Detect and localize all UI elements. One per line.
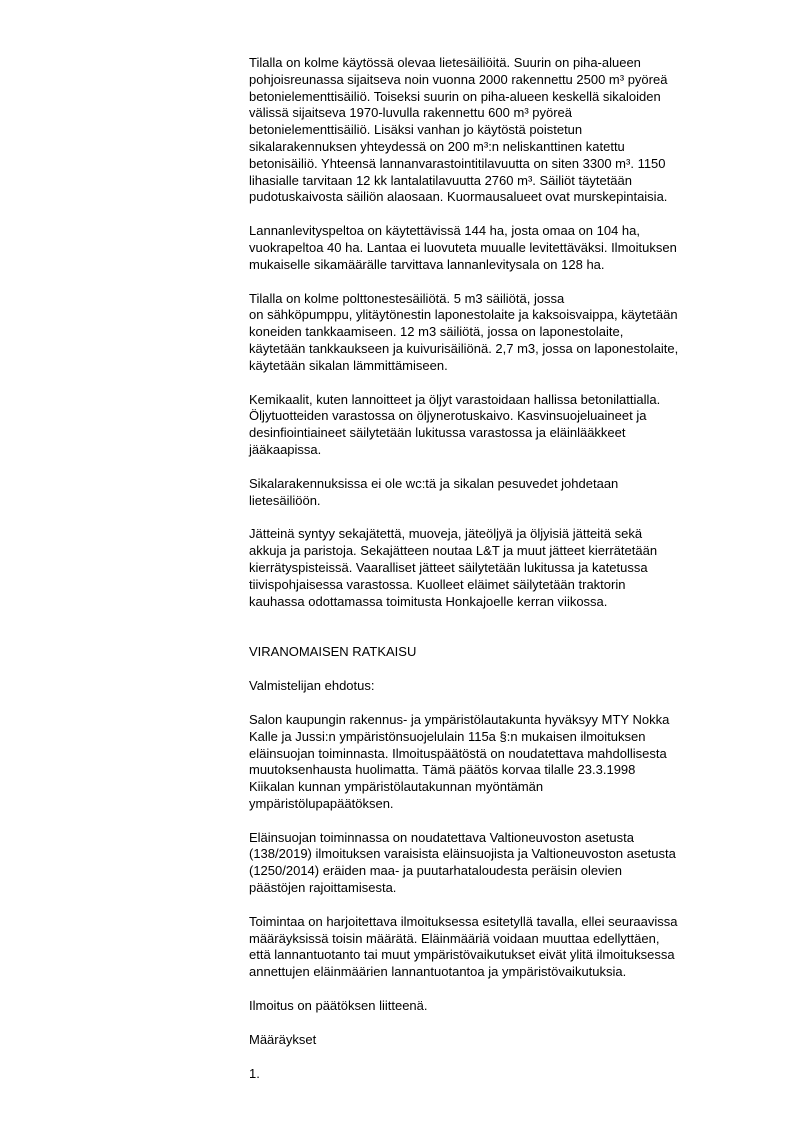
attachment-note: Ilmoitus on päätöksen liitteenä. [249,998,428,1014]
approval-paragraph: Salon kaupungin rakennus- ja ympäristölautakunta hyväksyy MTY Nokka Kalle ja Jussi:n ympäristönsuojelulain 115a §:n mukaisen ilmoituksen eläinsuojan toiminnasta. Ilmoituspäätöstä on noudatettava mahdollisesta muutoksenhausta huolimatta. Tämä päätös korvaa tilalle 23.3.1998 Kiikalan kunnan ympäristölautakunnan myöntämän ympäristölupapäätöksen. [249,711,670,811]
manure-storage-paragraph: Tilalla on kolme käytössä olevaa lietesäiliöitä. Suurin on piha-alueen pohjoisreunassa sijaitseva noin vuonna 2000 rakennettu 2500 m³ pyöreä betonielementtisäiliö. Toiseksi suurin on piha-alueen keskellä sikaloiden välissä sijaitseva 1970-luvulla rakennettu 600 m³ pyöreä betonielementtisäiliö. Lisäksi vanhan jo käytöstä poistetun sikalarakennuksen yhteydessä on 200 m³:n neliskanttinen katettu betonisäiliö. Yhteensä lannanvarastointitilavuutta on siten 3300 m³. 1150 lihasialle tarvitaan 12 kk lantalatilavuutta 2760 m³. Säiliöt täytetään pudotuskaivosta säiliön alaosaan. Kuormausalueet ovat murskepintaisia. [249,55,668,205]
waste-paragraph: Jätteinä syntyy sekajätettä, muoveja, jäteöljyä ja öljyisiä jätteitä sekä akkuja ja paristoja. Sekajätteen noutaa L&T ja muut jätteet kierrätetään kierrätyspisteissä. Vaaralliset jätteet säilytetään lukitussa ja katetussa tiivispohjaisessa varastossa. Kuolleet eläimet säilytetään traktorin kauhassa odottamassa toimitusta Honkajoelle kerran viikossa. [249,526,658,609]
regulation-item-number: 1. [249,1065,260,1081]
operation-paragraph: Toimintaa on harjoitettava ilmoituksessa esitetyllä tavalla, ellei seuraavissa määräyksissä toisin määrätä. Eläinmääriä voidaan muuttaa edellyttäen, että lannantuotanto tai muut ympäristövaikutukset eivät ylitä ilmoituksessa annettujen eläinmäärien lannantuotantoa ja ympäristövaikutuksia. [249,913,678,980]
regulation-compliance-paragraph: Eläinsuojan toiminnassa on noudatettava Valtioneuvoston asetusta (138/2019) ilmoituksen varaisista eläinsuojista ja Valtioneuvoston asetusta (1250/2014) eräiden maa- ja puutarhataloudesta peräisin olevien päästöjen rajoittamisesta. [249,829,676,896]
chemicals-paragraph: Kemikaalit, kuten lannoitteet ja öljyt varastoidaan hallissa betonilattialla. Öljytuotteiden varastossa on öljynerotuskaivo. Kasvinsuojeluaineet ja desinfiointiaineet säilytetään lukitussa varastossa ja eläinlääkkeet jääkaapissa. [249,391,661,457]
proposal-label: Valmistelijan ehdotus: [249,678,375,694]
regulations-label: Määräykset [249,1031,317,1047]
decision-heading: VIRANOMAISEN RATKAISU [249,644,417,660]
document-page [249,55,749,1082]
wastewater-paragraph: Sikalarakennuksissa ei ole wc:tä ja sikalan pesuvedet johdetaan lietesäiliöön. [249,475,619,508]
fuel-tanks-paragraph: Tilalla on kolme polttonestesäiliötä. 5 m3 säiliötä, jossa on sähköpumppu, ylitäytönestin laponestolaite ja kaksoisvaippa, käytetään koneiden tankkaamiseen. 12 m3 säiliötä, jossa on laponestolaite, käytetään tankkaukseen ja kuivurisäiliönä. 2,7 m3, jossa on laponestolaite, käytetään sikalan lämmittämiseen. [249,290,679,373]
manure-spreading-paragraph: Lannanlevityspeltoa on käytettävissä 144 ha, josta omaa on 104 ha, vuokrapeltoa 40 ha. Lantaa ei luovuteta muualle levitettäväksi. Ilmoituksen mukaiselle sikamäärälle tarvittava lannanlevitysala on 128 ha. [249,223,677,272]
